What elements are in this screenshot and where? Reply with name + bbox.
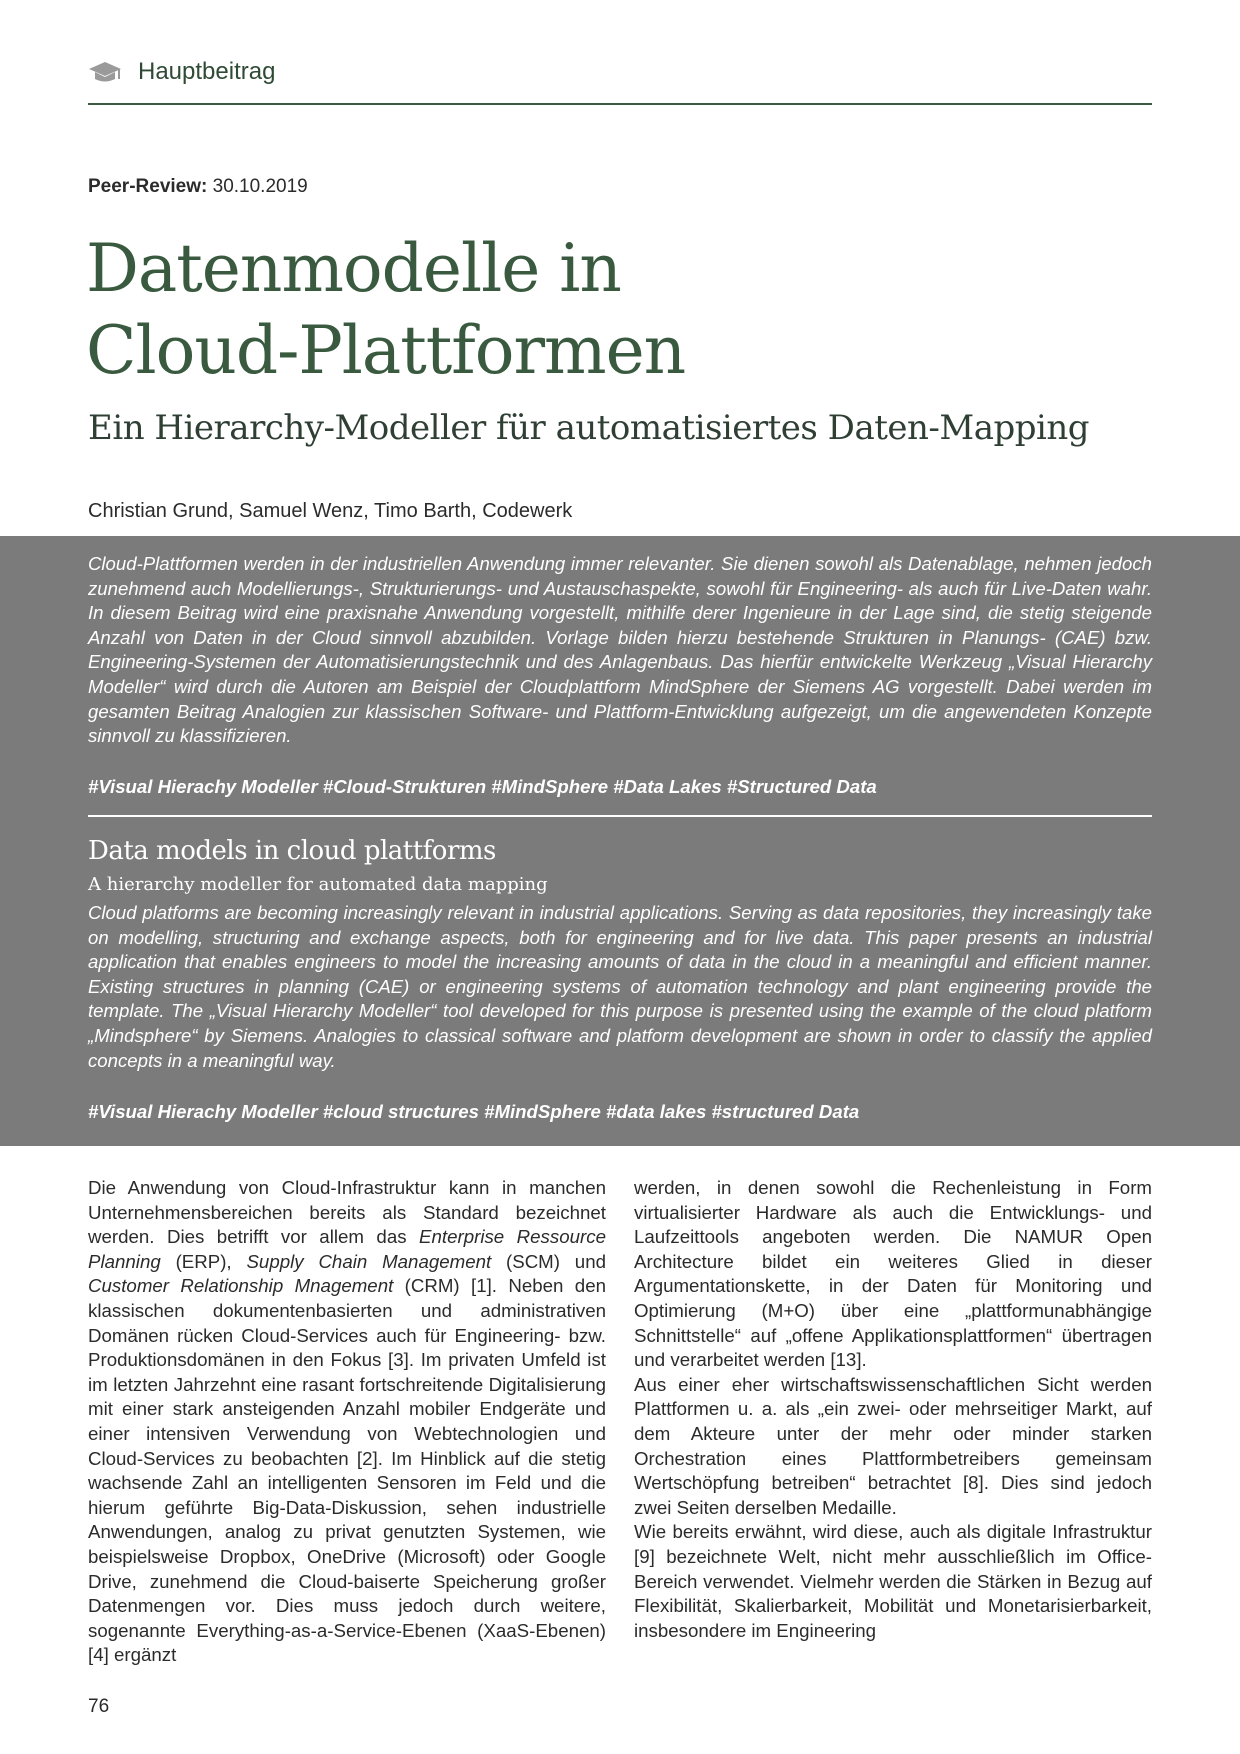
peer-review-label: Peer-Review:	[88, 176, 208, 197]
article-title-line-1: Datenmodelle in	[86, 230, 621, 307]
abstract-english-text: Cloud platforms are becoming increasingly relevant in industrial applications. Serving as data repositories, they increasingly take on modelling, structuring and exchange aspects, both for engineering and for live data. This paper presents an industrial application that enables engineers to model the increasing amounts of data in the cloud in a meaningful and efficient manner. Existing structures in planning (CAE) or engineering systems of automation technology and plant engineering provide the template. The „Visual Hierarchy Modeller“ tool developed for this purpose is presented using the example of the cloud platform „Mindsphere“ by Siemens. Analogies to classical software and platform development are shown in order to classify the applied concepts in a meaningful way.	[88, 902, 1152, 1071]
abstract-german-text: Cloud-Plattformen werden in der industriellen Anwendung immer relevanter. Sie dienen sowohl als Datenablage, nehmen jedoch zunehmend auch Modellierungs-, Strukturierungs- und Austauschaspekte, sowohl für Engineering- als auch für Live-Daten wahr. In diesem Beitrag wird eine praxisnahe Anwendung vorgestellt, mithilfe derer Ingenieure in der Lage sind, die stetig steigende Anzahl von Daten in der Cloud sinnvoll abzubilden. Vorlage bilden hierzu bestehende Strukturen in Planungs- (CAE) bzw. Engineering-Systemen der Automatisierungstechnik und des Anlagenbaus. Das hierfür entwickelte Werkzeug „Visual Hierarchy Modeller“ wird durch die Autoren am Beispiel der Cloudplattform MindSphere der Siemens AG vorgestellt. Dabei werden im gesamten Beitrag Analogien zur klassischen Software- und Plattform-Entwicklung aufgezeigt, um die angewendeten Konzepte sinnvoll zu klassifizieren.	[88, 553, 1152, 747]
body-text: Die Anwendung von Cloud-Infrastruktur kann in manchen Unternehmensbereichen bereits als Standard bezeichnet werden. Dies betrifft vor allem das	[88, 1177, 606, 1248]
term-erp: Enterprise Ressource Planning	[88, 1226, 606, 1272]
graduation-cap-icon	[88, 60, 122, 84]
body-paragraph	[88, 1176, 606, 1668]
body-text: (ERP),	[160, 1250, 247, 1272]
body-paragraph: Aus einer eher wirtschaftswissenschaftlichen Sicht werden Plattformen u. a. als „ein zwei- oder mehrseitiger Markt, auf dem Akteure unter der mehr oder minder starken Orchestration eines Plattformbetreibers gemeinsam Wertschöpfung betreiben“ betrachtet [8]. Dies sind jedoch zwei Seiten derselben Medaille.	[634, 1373, 1152, 1518]
section-header	[88, 52, 275, 92]
term-crm: Customer Relationship Mnagement	[88, 1275, 394, 1297]
body-column-right	[634, 1176, 1152, 1643]
body-paragraph: werden, in denen sowohl die Rechenleistung in Form virtualisierter Hardware als auch die Entwicklungs- und Laufzeittools angeboten werden. Die NAMUR Open Architecture bildet ein weiteres Glied in dieser Argumentationskette, in der Daten für Monitoring und Optimierung (M+O) über eine „plattformunabhängige Schnittstelle“ auf „offene Applikationsplattformen“ übertragen und verarbeitet werden [13].	[634, 1177, 1152, 1371]
peer-review-date: 30.10.2019	[212, 176, 308, 197]
article-title	[86, 228, 685, 392]
body-text: (SCM) und	[491, 1250, 606, 1272]
abstract-english-tags: #Visual Hierachy Modeller #cloud structures #MindSphere #data lakes #structured Data	[88, 1101, 860, 1122]
section-label: Hauptbeitrag	[138, 58, 276, 85]
body-paragraph: Wie bereits erwähnt, wird diese, auch als digitale Infrastruktur [9] bezeichnete Welt, nicht mehr ausschließlich im Office-Bereich verwendet. Vielmehr werden die Stärken in Bezug auf Flexibilität, Skalierbarkeit, Mobilität und Monetarisierbarkeit, insbesondere im Engineering	[634, 1521, 1152, 1641]
abstract-german-tags: #Visual Hierachy Modeller #Cloud-Strukturen #MindSphere #Data Lakes #Structured Data	[88, 776, 877, 797]
article-subtitle: Ein Hierarchy-Modeller für automatisiertes Daten-Mapping	[88, 408, 1090, 448]
peer-review-line	[88, 176, 308, 198]
page-number: 76	[88, 1696, 110, 1717]
body-text: (CRM) [1]. Neben den klassischen dokumentenbasierten und administrativen Domänen rücken Cloud-Services auch für Engineering- bzw. Produktionsdomänen in den Fokus [3]. Im privaten Umfeld ist im letzten Jahrzehnt eine rasant fortschreitende Digitalisierung mit einer stark ansteigenden Anzahl mobiler Endgeräte und einer intensiven Verwendung von Webtechnologien und Cloud-Services zu beobachten [2]. Im Hinblick auf die stetig wachsende Zahl an intelligenten Sensoren im Feld und die hierum geführte Big-Data-Diskussion, sehen industrielle Anwendungen, analog zu privat genutzten Systemen, wie beispielsweise Dropbox, OneDrive (Microsoft) oder Google Drive, zunehmend die Cloud-baiserte Speicherung großer Datenmengen vor. Dies muss jedoch durch weitere, sogenannte Everything-as-a-Service-Ebenen (XaaS-Ebenen) [4] ergänzt	[88, 1275, 606, 1666]
abstract-english-subtitle: A hierarchy modeller for automated data mapping	[88, 874, 548, 895]
abstract-divider	[88, 815, 1152, 817]
article-title-line-2: Cloud-Plattformen	[86, 312, 686, 389]
abstract-english-title: Data models in cloud plattforms	[88, 836, 496, 866]
header-divider	[88, 103, 1152, 105]
term-scm: Supply Chain Management	[246, 1250, 492, 1272]
article-authors: Christian Grund, Samuel Wenz, Timo Barth, Codewerk	[88, 500, 573, 522]
body-column-left	[88, 1176, 606, 1668]
